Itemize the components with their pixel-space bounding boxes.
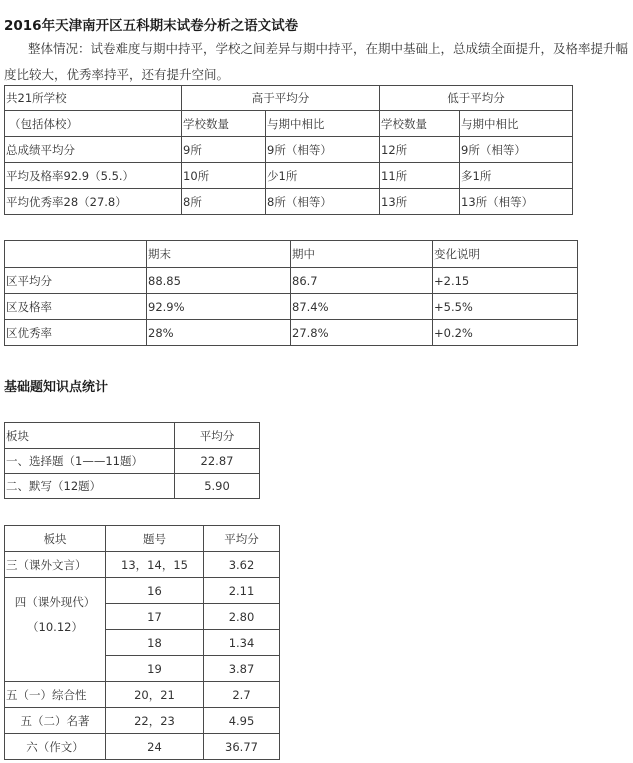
table-cell: 9所（相等） [460,137,573,163]
items-cell: 16 [106,578,204,604]
table-cell: 9所 [182,137,266,163]
table-row [5,423,260,449]
table-row [5,189,573,215]
block-cell: 五（一）综合性 [5,682,106,708]
items-cell: 17 [106,604,204,630]
corner-cell-line2: （包括体校） [5,111,182,137]
table-cell: 10所 [182,163,266,189]
block-cell: 六（作文） [5,734,106,760]
average-cell: 4.95 [204,708,280,734]
table-row [5,86,573,111]
header-average: 平均分 [204,526,280,552]
table-row [5,241,578,268]
row-label: 总成绩平均分 [5,137,182,163]
table-row [5,552,280,578]
school-comparison-table [4,85,573,215]
table-row [5,734,280,760]
group-header-below-average: 低于平均分 [380,86,573,111]
table-cell: 多1所 [460,163,573,189]
table-cell: 9所（相等） [266,137,380,163]
group-header-above-average: 高于平均分 [182,86,380,111]
items-cell: 13，14，15 [106,552,204,578]
row-label: 区优秀率 [5,320,147,346]
corner-cell-line1: 共21所学校 [5,86,182,111]
header-block: 板块 [5,526,106,552]
intro-text: 整体情况：试卷难度与期中持平，学校之间差异与期中持平，在期中基础上，总成绩全面提升，及格率提升幅度比较大，优秀率持平，还有提升空间。 [4,41,629,82]
table-row [5,708,280,734]
intro-paragraph [4,36,630,88]
table-cell: 13所（相等） [460,189,573,215]
block-cell-merged [5,578,106,682]
average-cell: 3.62 [204,552,280,578]
district-stats-table [4,240,578,346]
table-cell: +2.15 [433,268,578,294]
average-cell: 36.77 [204,734,280,760]
table-row [5,682,280,708]
items-cell: 19 [106,656,204,682]
table-cell: 8所（相等） [266,189,380,215]
row-label: 平均优秀率28（27.8） [5,189,182,215]
sub-header-school-count: 学校数量 [182,111,266,137]
block-cell: 一、选择题（1——11题） [5,449,175,474]
items-cell: 24 [106,734,204,760]
header-item-numbers: 题号 [106,526,204,552]
table-cell: 28% [147,320,291,346]
items-cell: 18 [106,630,204,656]
table-row [5,578,280,604]
table-row [5,320,578,346]
block-line2: （10.12） [27,620,83,634]
header-cell-empty [5,241,147,268]
table-cell: 88.85 [147,268,291,294]
items-cell: 20，21 [106,682,204,708]
sub-header-vs-midterm: 与期中相比 [266,111,380,137]
average-cell: 1.34 [204,630,280,656]
average-cell: 22.87 [175,449,260,474]
items-cell: 22，23 [106,708,204,734]
table-row [5,111,573,137]
table-cell: 8所 [182,189,266,215]
block-cell: 二、默写（12题） [5,474,175,499]
table-cell: 12所 [380,137,460,163]
page-title: 2016年天津南开区五科期末试卷分析之语文试卷 [4,18,299,34]
table-cell: +5.5% [433,294,578,320]
section-heading: 基础题知识点统计 [4,380,109,395]
table-row [5,137,573,163]
basic-questions-table [4,422,260,499]
row-label: 区平均分 [5,268,147,294]
table-cell: 13所 [380,189,460,215]
table-row [5,294,578,320]
header-midterm: 期中 [291,241,433,268]
block-line1: 四（课外现代） [14,595,96,609]
average-cell: 5.90 [175,474,260,499]
table-cell: 86.7 [291,268,433,294]
table-row [5,163,573,189]
table-row [5,449,260,474]
table-row [5,474,260,499]
header-block: 板块 [5,423,175,449]
table-cell: +0.2% [433,320,578,346]
average-cell: 2.80 [204,604,280,630]
block-cell: 三（课外文言） [5,552,106,578]
header-change-note: 变化说明 [433,241,578,268]
section-breakdown-table [4,525,280,760]
table-row [5,526,280,552]
average-cell: 2.7 [204,682,280,708]
header-final: 期末 [147,241,291,268]
table-cell: 11所 [380,163,460,189]
header-average: 平均分 [175,423,260,449]
row-label: 平均及格率92.9（5.5.） [5,163,182,189]
average-cell: 2.11 [204,578,280,604]
table-cell: 少1所 [266,163,380,189]
table-cell: 92.9% [147,294,291,320]
table-cell: 27.8% [291,320,433,346]
table-row [5,268,578,294]
sub-header-vs-midterm: 与期中相比 [460,111,573,137]
average-cell: 3.87 [204,656,280,682]
table-cell: 87.4% [291,294,433,320]
sub-header-school-count: 学校数量 [380,111,460,137]
block-cell: 五（二）名著 [5,708,106,734]
row-label: 区及格率 [5,294,147,320]
